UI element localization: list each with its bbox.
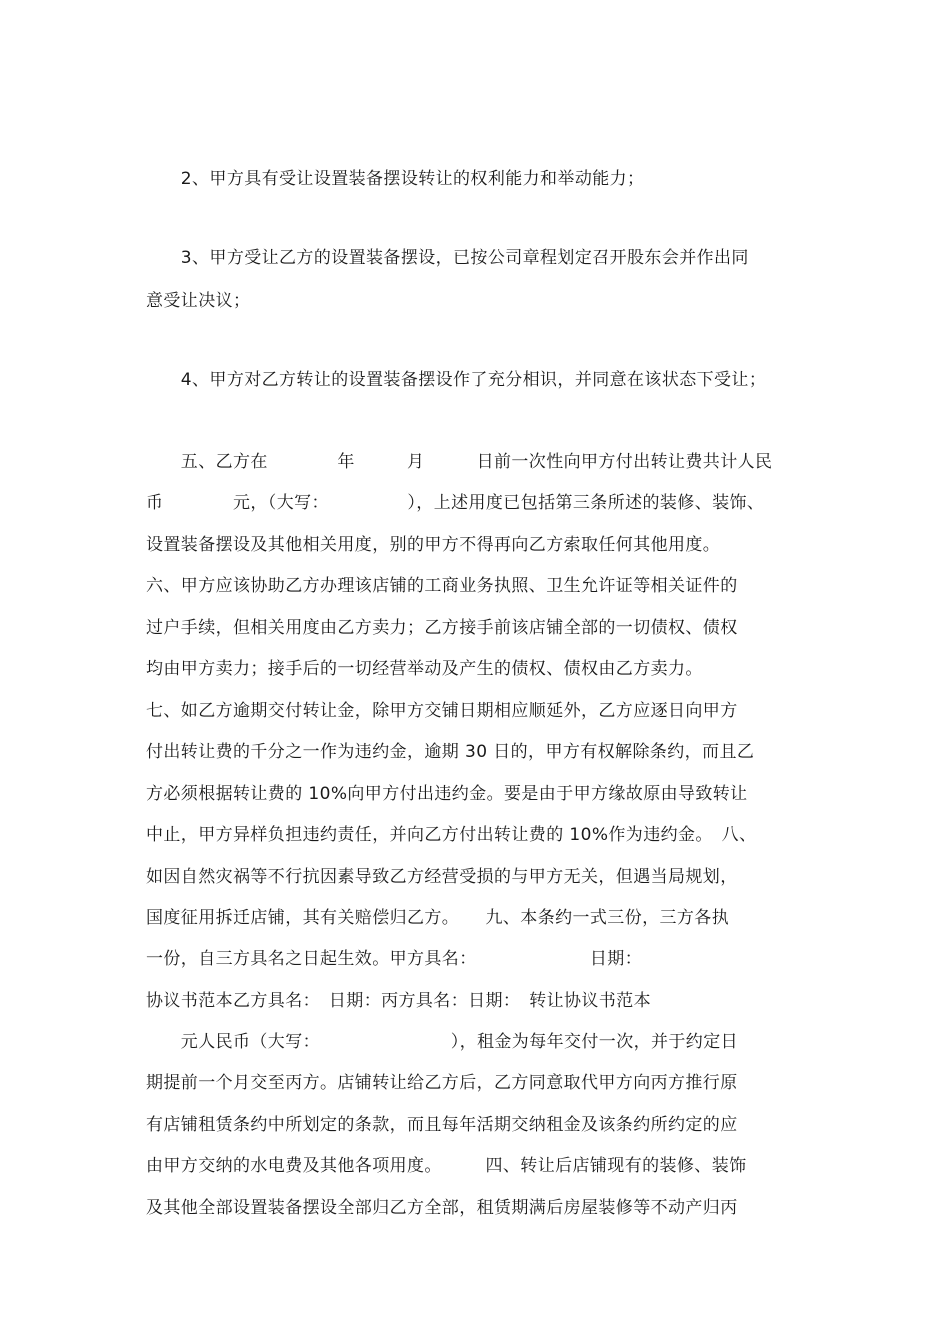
text-line: 国度征用拆迁店铺，其有关赔偿归乙方。 九、本条约一式三份，三方各执 <box>146 908 730 928</box>
text-line: 由甲方交纳的水电费及其他各项用度。 四、转让后店铺现有的装修、装饰 <box>146 1156 747 1176</box>
text-line: 意受让决议； <box>146 291 251 311</box>
text-line: 币 元，（大写： ），上述用度已包括第三条所述的装修、装饰、 <box>146 493 765 513</box>
text-line: 3、甲方受让乙方的设置装备摆设，已按公司章程划定召开股东会并作出同 <box>146 248 749 268</box>
text-line: 期提前一个月交至丙方。店铺转让给乙方后，乙方同意取代甲方向丙方推行原 <box>146 1073 738 1093</box>
text-line: 过户手续，但相关用度由乙方卖力；乙方接手前该店铺全部的一切债权、债权 <box>146 618 738 638</box>
text-line: 元人民币（大写： ），租金为每年交付一次，并于约定日 <box>146 1032 738 1052</box>
text-line: 一份，自三方具名之日起生效。甲方具名： 日期： <box>146 949 643 969</box>
text-line: 五、乙方在 年 月 日前一次性向甲方付出转让费共计人民 <box>146 452 773 472</box>
text-line: 有店铺租赁条约中所划定的条款，而且每年活期交纳租金及该条约所约定的应 <box>146 1115 738 1135</box>
text-line: 如因自然灾祸等不行抗因素导致乙方经营受损的与甲方无关，但遇当局规划， <box>146 867 738 887</box>
text-line: 六、甲方应该协助乙方办理该店铺的工商业务执照、卫生允许证等相关证件的 <box>146 576 738 596</box>
text-line: 付出转让费的千分之一作为违约金，逾期 30 日的，甲方有权解除条约，而且乙 <box>146 742 755 762</box>
text-line: 设置装备摆设及其他相关用度，别的甲方不得再向乙方索取任何其他用度。 <box>146 535 721 555</box>
text-line: 2、甲方具有受让设置装备摆设转让的权利能力和举动能力； <box>146 169 645 189</box>
text-line: 中止，甲方异样负担违约责任，并向乙方付出转让费的 10%作为违约金。 八、 <box>146 825 757 845</box>
text-line: 4、甲方对乙方转让的设置装备摆设作了充分相识，并同意在该状态下受让； <box>146 370 767 390</box>
text-line: 方必须根据转让费的 10%向甲方付出违约金。要是由于甲方缘故原由导致转让 <box>146 784 748 804</box>
text-line: 七、如乙方逾期交付转让金，除甲方交铺日期相应顺延外，乙方应逐日向甲方 <box>146 701 738 721</box>
text-line: 及其他全部设置装备摆设全部归乙方全部，租赁期满后房屋装修等不动产归丙 <box>146 1198 738 1218</box>
text-line: 协议书范本乙方具名： 日期：丙方具名：日期： 转让协议书范本 <box>146 991 651 1011</box>
text-line: 均由甲方卖力；接手后的一切经营举动及产生的债权、债权由乙方卖力。 <box>146 659 703 679</box>
